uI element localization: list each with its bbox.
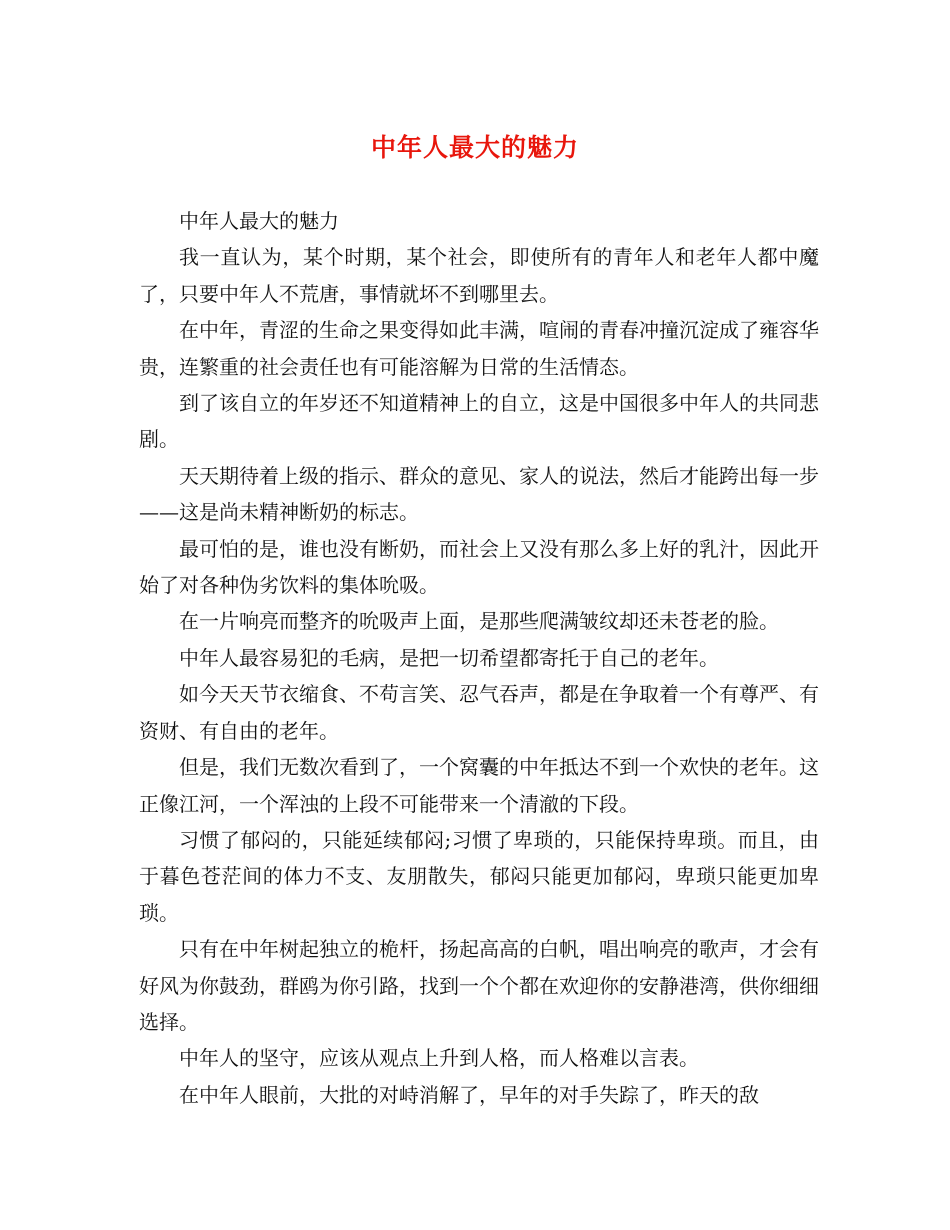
paragraph: 在中年人眼前，大批的对峙消解了，早年的对手失踪了，昨天的敌 xyxy=(179,1082,759,1107)
paragraph: 习惯了郁闷的，只能延续郁闷;习惯了卑琐的，只能保持卑琐。而且，由于暮色苍茫间的体力不支、友朋散失，郁闷只能更加郁闷，卑琐只能更加卑琐。 xyxy=(139,827,819,925)
document-title: 中年人最大的魅力 xyxy=(370,133,579,162)
document-body xyxy=(139,203,819,1113)
paragraph: 如今天天节衣缩食、不苟言笑、忍气吞声，都是在争取着一个有尊严、有资财、有自由的老年。 xyxy=(139,682,819,743)
paragraph: 在中年，青涩的生命之果变得如此丰满，喧闹的青春冲撞沉淀成了雍容华贵，连繁重的社会责任也有可能溶解为日常的生活情态。 xyxy=(139,318,819,379)
paragraph: 但是，我们无数次看到了，一个窝囊的中年抵达不到一个欢快的老年。这正像江河，一个浑浊的上段不可能带来一个清澈的下段。 xyxy=(139,755,819,816)
paragraph: 到了该自立的年岁还不知道精神上的自立，这是中国很多中年人的共同悲剧。 xyxy=(139,391,819,452)
paragraph: 最可怕的是，谁也没有断奶，而社会上又没有那么多上好的乳汁，因此开始了对各种伪劣饮料的集体吮吸。 xyxy=(139,536,819,598)
paragraph: 中年人最容易犯的毛病，是把一切希望都寄托于自己的老年。 xyxy=(179,645,719,670)
paragraph: 天天期待着上级的指示、群众的意见、家人的说法，然后才能跨出每一步——这是尚未精神断奶的标志。 xyxy=(139,463,819,525)
paragraph: 我一直认为，某个时期，某个社会，即使所有的青年人和老年人都中魔了，只要中年人不荒唐，事情就坏不到哪里去。 xyxy=(139,245,819,306)
paragraph: 中年人最大的魅力 xyxy=(179,209,339,233)
paragraph: 只有在中年树起独立的桅杆，扬起高高的白帆，唱出响亮的歌声，才会有好风为你鼓劲，群鸥为你引路，找到一个个都在欢迎你的安静港湾，供你细细选择。 xyxy=(139,937,819,1034)
paragraph: 在一片响亮而整齐的吮吸声上面，是那些爬满皱纹却还未苍老的脸。 xyxy=(179,609,779,634)
paragraph: 中年人的坚守，应该从观点上升到人格，而人格难以言表。 xyxy=(179,1046,699,1071)
